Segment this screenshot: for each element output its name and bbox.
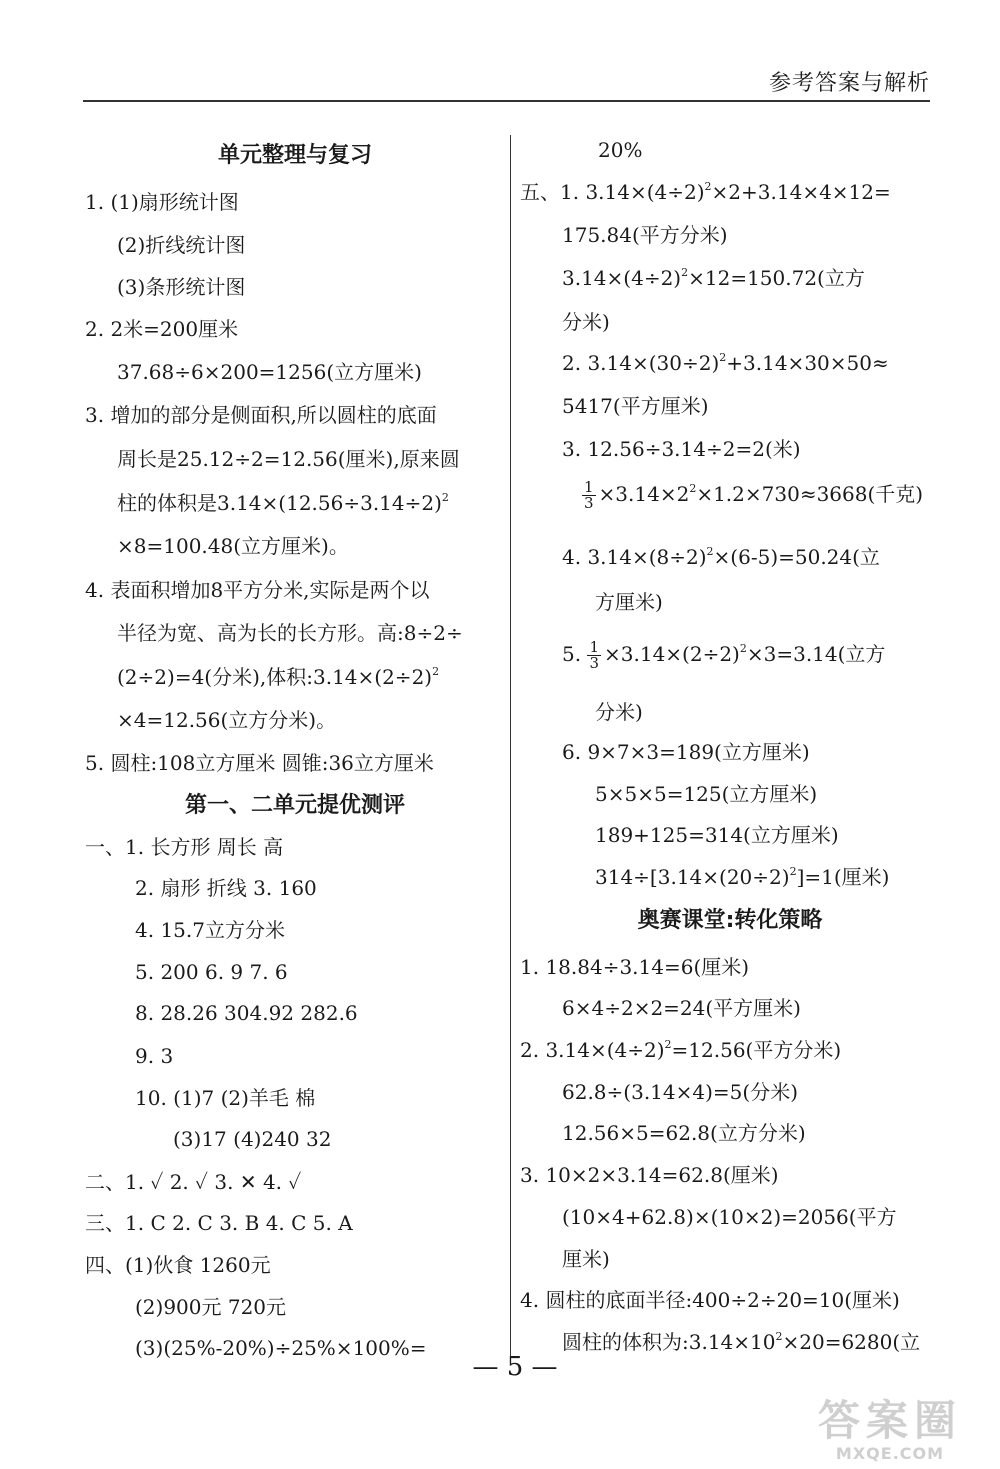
answer-line: 5. 圆柱:108立方厘米 圆锥:36立方厘米: [85, 751, 434, 775]
section-title-test: 第一、二单元提优测评: [184, 793, 405, 818]
page-number: — 5 —: [472, 1352, 558, 1382]
answer-text: 314÷[3.14×(20÷2): [595, 865, 790, 889]
answer-line: 2. 扇形 折线 3. 160: [135, 876, 317, 900]
answer-line: 3. 12.56÷3.14÷2=2(米): [562, 437, 801, 461]
square-superscript: 2: [704, 180, 712, 193]
fraction-denominator: 3: [589, 654, 599, 672]
answer-text: 4. 3.14×(8÷2): [562, 545, 707, 569]
answer-line: 10. (1)7 (2)羊毛 棉: [135, 1086, 316, 1110]
answer-text: 3.14×(4÷2): [562, 266, 682, 290]
square-superscript: 2: [789, 865, 797, 878]
answer-text: 五、1. 3.14×(4÷2): [520, 180, 705, 204]
answer-text: ×3.14×(2÷2): [604, 642, 740, 666]
answer-text: =12.56(平方分米): [671, 1038, 842, 1062]
answer-text: +3.14×30×50≈: [726, 351, 889, 375]
fraction-one-third: [582, 480, 596, 511]
column-divider: [510, 135, 511, 1360]
answer-line: [520, 1038, 841, 1062]
answer-line: 4. 圆柱的底面半径:400÷2÷20=10(厘米): [520, 1288, 900, 1312]
header-title: 参考答案与解析: [768, 71, 930, 96]
answer-line: (3)条形统计图: [117, 275, 246, 299]
answer-line: 方厘米): [595, 590, 663, 614]
answer-line: 四、(1)伙食 1260元: [85, 1253, 271, 1277]
answer-line: 二、1. ✓ 2. ✓ 3. ✕ 4. ✓: [85, 1170, 302, 1194]
answer-line: 62.8÷(3.14×4)=5(分米): [562, 1080, 798, 1104]
answer-text: 5.: [562, 642, 582, 666]
answer-text: ×(6-5)=50.24(立: [713, 545, 880, 569]
answer-line: 周长是25.12÷2=12.56(厘米),原来圆: [117, 447, 460, 471]
answer-line: 175.84(平方分米): [562, 223, 728, 247]
answer-text: ×20=6280(立: [782, 1330, 921, 1354]
answer-line: 三、1. C 2. C 3. B 4. C 5. A: [85, 1211, 353, 1235]
answer-line: [562, 266, 865, 290]
answer-line: 37.68÷6×200=1256(立方厘米): [117, 360, 422, 384]
header-rule: [83, 100, 930, 102]
answer-line: 5. 200 6. 9 7. 6: [135, 960, 288, 984]
answer-line: [117, 491, 449, 515]
answer-line: 3. 10×2×3.14=62.8(厘米): [520, 1163, 779, 1187]
answer-line: [562, 1330, 920, 1354]
answer-text: ×1.2×730≈3668(千克): [696, 482, 924, 506]
answer-line: 1. (1)扇形统计图: [85, 190, 239, 214]
answer-line: [582, 480, 923, 511]
answer-line: 分米): [562, 310, 610, 334]
answer-line: [595, 865, 889, 889]
square-superscript: 2: [681, 266, 689, 279]
answer-text: 圆柱的体积为:3.14×10: [562, 1330, 776, 1354]
answer-line: ×4=12.56(立方分米)。: [117, 708, 337, 732]
answer-line: 5×5×5=125(立方厘米): [595, 782, 818, 806]
answer-line: 3. 增加的部分是侧面积,所以圆柱的底面: [85, 403, 437, 427]
answer-line: 6. 9×7×3=189(立方厘米): [562, 740, 810, 764]
answer-line: [117, 665, 439, 689]
answer-line: 1. 18.84÷3.14=6(厘米): [520, 955, 750, 979]
answer-text: 2. 3.14×(30÷2): [562, 351, 720, 375]
answer-text: ×12=150.72(立方: [688, 266, 865, 290]
answer-line: 4. 表面积增加8平方分米,实际是两个以: [85, 578, 430, 602]
answer-line: [520, 180, 891, 204]
answer-line: 12.56×5=62.8(立方分米): [562, 1121, 806, 1145]
fraction-one-third: [587, 640, 601, 671]
section-title-review: 单元整理与复习: [217, 143, 372, 168]
square-superscript: 2: [664, 1038, 672, 1051]
answer-text: 柱的体积是3.14×(12.56÷3.14÷2): [117, 491, 442, 515]
answer-line: (3)17 (4)240 32: [173, 1127, 332, 1151]
answer-line: (10×4+62.8)×(10×2)=2056(平方: [562, 1205, 897, 1229]
answer-line: 一、1. 长方形 周长 高: [85, 835, 284, 859]
answer-line: 8. 28.26 304.92 282.6: [135, 1001, 358, 1025]
answer-line: 半径为宽、高为长的长方形。高:8÷2÷: [117, 621, 463, 645]
answer-text: ]=1(厘米): [796, 865, 890, 889]
answer-line: 2. 2米=200厘米: [85, 317, 239, 341]
answer-text: ×3.14×2: [598, 482, 690, 506]
fraction-numerator: 1: [584, 478, 594, 496]
answer-text: ×3=3.14(立方: [746, 642, 886, 666]
answer-line: 6×4÷2×2=24(平方厘米): [562, 996, 801, 1020]
answer-text: (2÷2)=4(分米),体积:3.14×(2÷2): [117, 665, 433, 689]
answer-text: ×2+3.14×4×12=: [711, 180, 891, 204]
answer-line: [562, 640, 885, 671]
answer-line: 20%: [598, 138, 643, 162]
fraction-denominator: 3: [584, 494, 594, 512]
answer-line: [562, 351, 889, 375]
answer-line: 厘米): [562, 1247, 610, 1271]
watermark-url: MXQE.COM: [835, 1444, 945, 1463]
square-superscript: 2: [441, 491, 449, 504]
answer-line: [562, 545, 880, 569]
answer-line: (2)900元 720元: [135, 1295, 287, 1319]
answer-line: 5417(平方厘米): [562, 394, 709, 418]
square-superscript: 2: [719, 351, 727, 364]
square-superscript: 2: [432, 665, 440, 678]
square-superscript: 2: [775, 1330, 783, 1343]
square-superscript: 2: [706, 545, 714, 558]
square-superscript: 2: [689, 482, 697, 495]
answer-line: 4. 15.7立方分米: [135, 918, 285, 942]
answer-line: ×8=100.48(立方厘米)。: [117, 534, 349, 558]
answer-line: 189+125=314(立方厘米): [595, 823, 839, 847]
fraction-numerator: 1: [589, 638, 599, 656]
answer-line: (3)(25%-20%)÷25%×100%=: [135, 1336, 427, 1360]
section-title-olympiad: 奥赛课堂:转化策略: [637, 908, 823, 933]
watermark-logo: 答案圈: [817, 1396, 962, 1445]
watermark: [790, 1398, 990, 1463]
answer-line: 9. 3: [135, 1044, 174, 1068]
answer-line: (2)折线统计图: [117, 233, 246, 257]
answer-text: 2. 3.14×(4÷2): [520, 1038, 665, 1062]
answer-line: 分米): [595, 700, 643, 724]
square-superscript: 2: [739, 642, 747, 655]
